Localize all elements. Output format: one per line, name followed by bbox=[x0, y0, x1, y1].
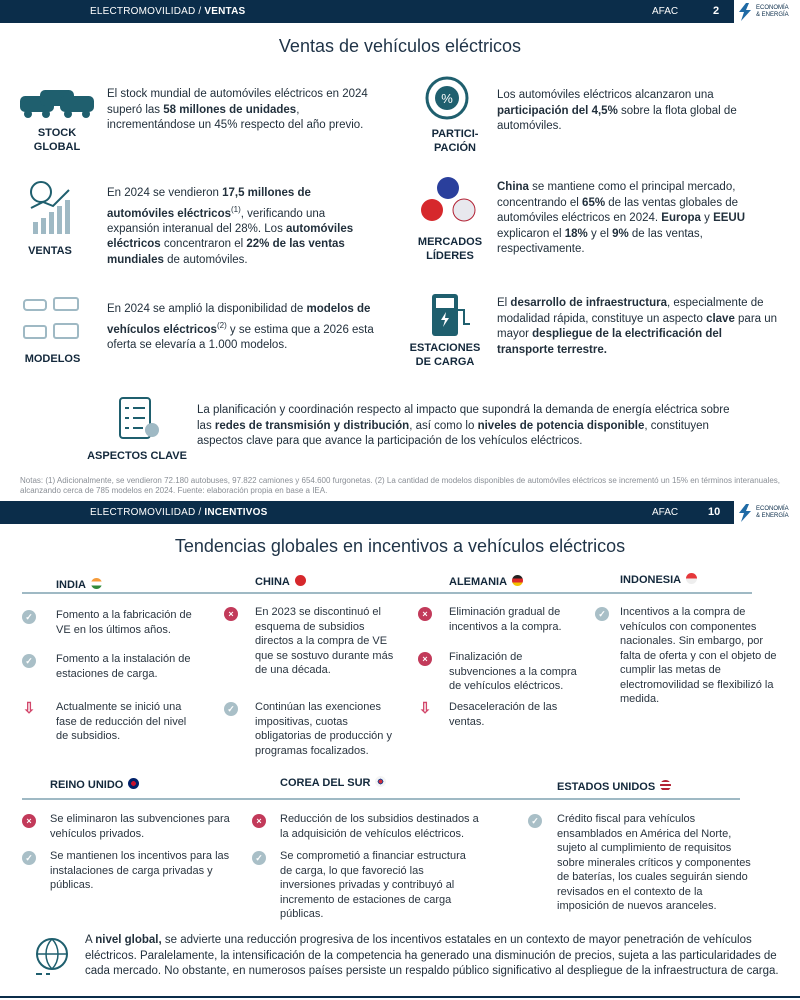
arrow-down-icon: ⇩ bbox=[418, 700, 432, 717]
text-segment: automóviles eléctricos bbox=[107, 222, 354, 251]
incentive-item: Se mantienen los incentivos para las instalaciones de carga privadas y públicas. bbox=[50, 850, 230, 891]
org-label: AFAC bbox=[652, 507, 679, 518]
country-name: ALEMANIA bbox=[449, 576, 508, 588]
incentive-item: Actualmente se inició una fase de reducción del nivel de subsidios. bbox=[56, 701, 187, 742]
checklist-icon bbox=[116, 394, 162, 444]
arrow-down-icon: ⇩ bbox=[22, 700, 36, 717]
divider bbox=[22, 592, 752, 594]
text-segment: de las ventas, respectivamente. bbox=[497, 227, 703, 255]
text-aspectos bbox=[197, 403, 737, 450]
text-segment: desarrollo de infraestructura bbox=[510, 297, 667, 309]
text-segment: Europa bbox=[661, 212, 701, 224]
text-segment: (1) bbox=[231, 204, 241, 214]
incentive-item: Incentivos a la compra de vehículos con componentes nacionales. Sin embargo, por falta de oferta y con el objeto de cumplir las metas de electromovilidad se flexibilizó la medida. bbox=[620, 606, 777, 705]
incentive-item: Reducción de los subsidios destinados a la adquisición de vehículos eléctricos. bbox=[280, 813, 479, 840]
check-icon: ✓ bbox=[224, 702, 238, 716]
text-segment: A bbox=[85, 934, 96, 946]
text-segment: nivel global, bbox=[95, 934, 162, 946]
text-segment: 18% bbox=[564, 227, 588, 240]
page2-header bbox=[0, 501, 800, 524]
text-segment: , especialmente de modalidad rápida, constituye un aspecto bbox=[497, 297, 764, 325]
country-name: ESTADOS UNIDOS bbox=[557, 781, 656, 793]
page-number: 10 bbox=[708, 506, 721, 518]
label-estaciones: ESTACIONES DE CARGA bbox=[409, 342, 481, 368]
label-aspectos: ASPECTOS CLAVE bbox=[87, 450, 187, 462]
page-title: Ventas de vehículos eléctricos bbox=[278, 36, 522, 56]
text-segment: En 2024 se amplió la disponibilidad de bbox=[107, 303, 307, 315]
text-segment: despliegue de la electrificación del transporte terrestre. bbox=[497, 328, 722, 356]
country-name: COREA DEL SUR bbox=[280, 777, 371, 789]
page-title: Tendencias globales en incentivos a vehículos eléctricos bbox=[174, 536, 626, 556]
label-participacion: PARTICI-PACIÓN bbox=[431, 128, 479, 154]
text-segment: La planificación y coordinación respecto al impacto que supondrá la demanda de energía eléctrica sobre las bbox=[197, 404, 730, 432]
label-ventas: VENTAS bbox=[28, 245, 72, 257]
cars-icon bbox=[18, 84, 96, 120]
footnotes: Notas: (1) Adicionalmente, se vendieron 72.180 autobuses, 97.822 camiones y 654.600 furgonetas. (2) La cantidad de modelos disponibles de automóviles eléctricos se incrementó un 15% en términos interanuales, alcanzando cerca de 785 modelos en 2024. Fuente: elaboración propia en base a IEA. bbox=[20, 476, 781, 495]
breadcrumb bbox=[90, 6, 245, 17]
text-segment: explicaron el bbox=[497, 227, 565, 240]
text-segment: En 2024 se vendieron bbox=[107, 187, 223, 199]
divider bbox=[22, 798, 740, 800]
text-segment: (2) bbox=[216, 320, 227, 330]
text-modelos bbox=[107, 302, 387, 353]
breadcrumb-section: ELECTROMOVILIDAD / bbox=[90, 6, 205, 17]
text-segment: de las ventas globales de automóviles eléctricos en 2024. bbox=[497, 196, 739, 224]
incentive-item: En 2023 se discontinuó el esquema de subsidios directos a la compra de VE que se sostuvo durante más de una década. bbox=[255, 606, 394, 676]
text-estaciones bbox=[497, 296, 782, 358]
country-header bbox=[56, 578, 102, 591]
text-segment: concentraron el bbox=[160, 238, 247, 251]
cross-icon: × bbox=[418, 607, 432, 621]
text-participacion bbox=[497, 88, 777, 135]
text-mercados bbox=[497, 180, 777, 258]
text-segment: para un mayor bbox=[497, 312, 778, 340]
flag-icon bbox=[660, 780, 671, 791]
country-header bbox=[557, 780, 671, 793]
text-segment: , así como lo bbox=[409, 419, 478, 432]
vehicle-models-icon bbox=[22, 294, 82, 346]
country-name: REINO UNIDO bbox=[50, 779, 124, 791]
cross-icon: × bbox=[418, 652, 432, 666]
text-segment: sobre la flota global de automóviles. bbox=[497, 104, 737, 132]
country-name: INDONESIA bbox=[620, 574, 682, 586]
country-header bbox=[255, 575, 306, 588]
bottom-rule bbox=[0, 996, 800, 998]
country-name: CHINA bbox=[255, 576, 290, 588]
logo-bolt-icon bbox=[737, 504, 753, 522]
page1-header bbox=[0, 0, 800, 23]
text-segment: 22% de las ventas mundiales bbox=[107, 238, 345, 266]
globe-icon bbox=[32, 936, 72, 976]
text-segment: participación del 4,5% bbox=[497, 104, 618, 117]
incentive-item: Fomento a la instalación de estaciones de carga. bbox=[56, 653, 191, 680]
incentive-item: Desaceleración de las ventas. bbox=[449, 701, 558, 728]
incentive-item: Crédito fiscal para vehículos ensamblados en América del Norte, sujeto al cumplimiento de requisitos sobre minerales críticos y componentes de baterías, los cuales seguirán siendo revisados en el contexto de la imposición de nuevos aranceles. bbox=[557, 813, 751, 912]
text-segment: y bbox=[700, 212, 714, 224]
logo bbox=[734, 0, 800, 23]
text-segment: redes de transmisión y distribución bbox=[214, 419, 410, 432]
logo-bolt-icon bbox=[737, 3, 753, 21]
text-segment: niveles de potencia disponible bbox=[477, 419, 645, 432]
percent-icon bbox=[425, 76, 469, 120]
cross-icon: × bbox=[224, 607, 238, 621]
check-icon: ✓ bbox=[252, 851, 266, 865]
country-name: INDIA bbox=[56, 579, 86, 591]
country-header bbox=[280, 776, 386, 789]
label-stock: STOCK GLOBAL bbox=[33, 127, 81, 153]
cross-icon: × bbox=[252, 814, 266, 828]
text-segment: clave bbox=[706, 312, 735, 325]
logo-text: ECONOMÍA & ENERGÍA bbox=[756, 4, 789, 18]
text-segment: 65% bbox=[582, 196, 606, 209]
incentive-item: Finalización de subvenciones a la compra de vehículos eléctricos. bbox=[449, 651, 577, 692]
text-segment: 58 millones de unidades bbox=[163, 103, 297, 116]
text-segment: , constituyen aspectos clave para que avance la participación de los vehículos eléctricos. bbox=[197, 419, 709, 447]
text-segment: se mantiene como el principal mercado, concentrando el bbox=[497, 181, 736, 209]
page-number: 2 bbox=[713, 5, 720, 17]
country-header bbox=[620, 573, 697, 586]
text-segment: El stock mundial de automóviles eléctricos en 2024 superó las bbox=[107, 88, 368, 116]
text-segment: , incrementándose un 45% respecto del año previo. bbox=[107, 103, 364, 131]
label-mercados: MERCADOS LÍDERES bbox=[417, 236, 483, 262]
conclusion-text bbox=[85, 933, 785, 980]
incentive-item: Fomento a la fabricación de VE en los últimos años. bbox=[56, 609, 192, 636]
text-segment: modelos de vehículos eléctricos bbox=[107, 303, 371, 336]
text-segment: China bbox=[497, 181, 529, 193]
breadcrumb-sub: VENTAS bbox=[204, 6, 246, 17]
text-segment: 9% bbox=[612, 227, 629, 240]
org-label: AFAC bbox=[652, 6, 679, 17]
incentive-item: Se comprometió a financiar estructura de carga, lo que favoreció las inversiones privadas y contribuyó al incremento de estaciones de carga públicas. bbox=[280, 850, 466, 920]
label-modelos: MODELOS bbox=[24, 353, 81, 365]
text-segment: EEUU bbox=[713, 212, 746, 224]
incentive-item: Continúan las exenciones impositivas, cuotas obligatorias de producción y programas focalizados. bbox=[255, 701, 392, 757]
flags-map-pin-icon bbox=[418, 176, 478, 228]
flag-icon bbox=[512, 575, 523, 586]
country-header bbox=[449, 575, 523, 588]
cross-icon: × bbox=[22, 814, 36, 828]
check-icon: ✓ bbox=[22, 610, 36, 624]
text-segment: se advierte una reducción progresiva de los incentivos estatales en un contexto de mayor penetración de vehículos eléctricos. Paralelamente, la intensificación de la competencia ha generado una disminución de precios, sujeta a las particularidades de cada mercado. No obstante, en numerosos países persiste un respaldo público significativo al despliegue de la infraestructura de carga. bbox=[85, 934, 779, 977]
text-segment: Los automóviles eléctricos alcanzaron una bbox=[497, 89, 714, 101]
breadcrumb-sub: INCENTIVOS bbox=[204, 507, 268, 518]
incentive-item: Eliminación gradual de incentivos a la compra. bbox=[449, 606, 562, 633]
charging-station-icon bbox=[428, 290, 474, 338]
text-segment: El bbox=[497, 297, 511, 309]
text-segment: 17,5 millones de automóviles eléctricos bbox=[107, 187, 311, 220]
check-icon: ✓ bbox=[595, 607, 609, 621]
sales-growth-icon bbox=[25, 180, 75, 236]
text-segment: y se estima que a 2026 esta oferta se elevaría a 1.000 modelos. bbox=[107, 323, 374, 351]
flag-icon bbox=[295, 575, 306, 586]
country-header bbox=[50, 778, 139, 791]
check-icon: ✓ bbox=[22, 654, 36, 668]
check-icon: ✓ bbox=[528, 814, 542, 828]
svg-text:%: % bbox=[441, 91, 453, 106]
text-segment: , verificando una expansión interanual del 28%. Los bbox=[107, 207, 326, 235]
text-segment: y el bbox=[587, 227, 613, 240]
logo bbox=[734, 501, 800, 524]
breadcrumb bbox=[90, 507, 268, 518]
flag-icon bbox=[375, 776, 386, 787]
flag-icon bbox=[686, 573, 697, 584]
text-stock bbox=[107, 87, 387, 134]
incentive-item: Se eliminaron las subvenciones para vehículos privados. bbox=[50, 813, 230, 840]
text-segment: de automóviles. bbox=[163, 253, 248, 266]
text-ventas bbox=[107, 186, 377, 268]
logo-text: ECONOMÍA & ENERGÍA bbox=[756, 505, 789, 519]
flag-icon bbox=[128, 778, 139, 789]
breadcrumb-section: ELECTROMOVILIDAD / bbox=[90, 507, 205, 518]
check-icon: ✓ bbox=[22, 851, 36, 865]
flag-icon bbox=[91, 578, 102, 589]
